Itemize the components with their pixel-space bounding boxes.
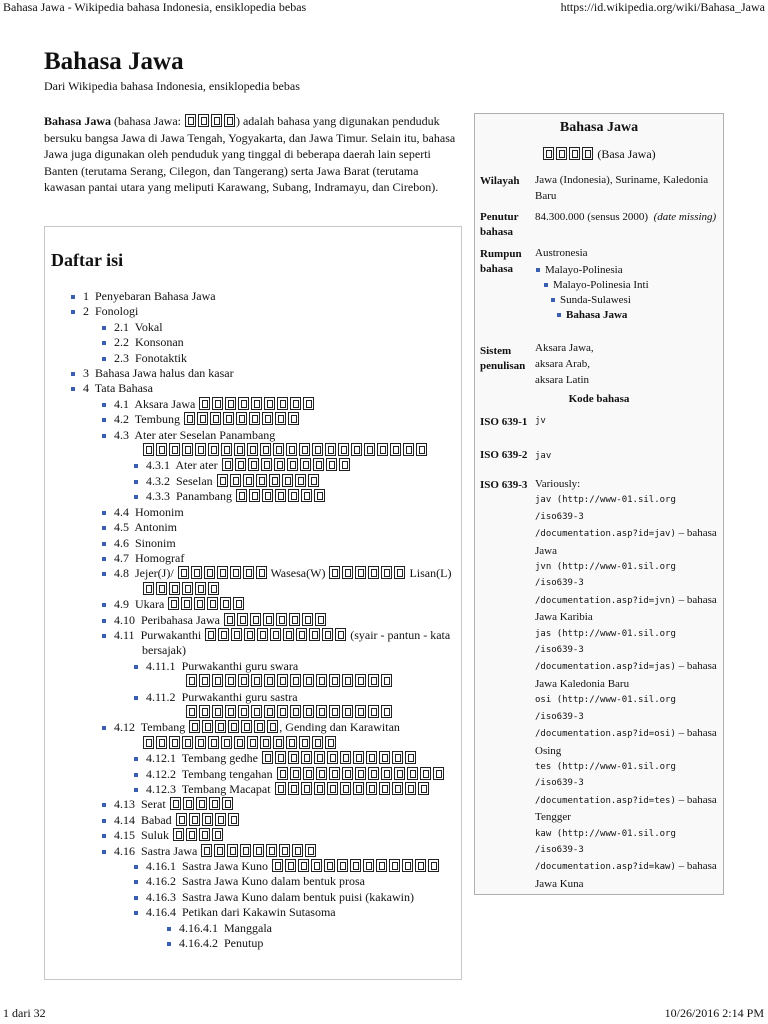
toc-number: 4.6 <box>114 535 129 550</box>
print-footer-date: 10/26/2016 2:14 PM <box>664 1006 764 1020</box>
infobox-row-iso3 <box>480 476 720 890</box>
toc-number: 4.5 <box>114 520 129 535</box>
toc-text: Vokal <box>134 319 163 334</box>
toc-number: 4.3.3 <box>146 489 170 504</box>
infobox-label: Rumpun bahasa <box>480 248 522 275</box>
iso3-entry[interactable]: osi (http://www-01.sil.org /iso639-3 /documentation.asp?id=osi) – bahasa Osing <box>535 695 717 757</box>
bullet-icon <box>134 665 138 669</box>
toc-entry[interactable] <box>45 659 461 674</box>
toc-text: Tata Bahasa <box>94 381 153 396</box>
toc-number: 4.11.2 <box>146 689 176 704</box>
infobox-row-wilayah <box>480 172 720 208</box>
bullet-icon <box>102 572 106 576</box>
toc-number: 4.3 <box>114 427 129 442</box>
toc-text: Tembang tengahan <box>181 766 273 781</box>
toc-number: 4.12.1 <box>146 751 176 766</box>
family-item[interactable]: Malayo-Polinesia <box>535 263 720 278</box>
infobox-label: Penutur bahasa <box>480 211 519 238</box>
toc-entry[interactable] <box>45 351 461 366</box>
toc-text: Sinonim <box>135 535 176 550</box>
bullet-icon <box>134 788 138 792</box>
javanese-script-glyphs <box>204 628 347 642</box>
infobox-value: jv <box>535 416 546 426</box>
infobox-row-rumpun <box>480 245 720 335</box>
javanese-script-glyphs <box>142 736 337 750</box>
javanese-script-glyphs <box>169 797 234 811</box>
toc-entry[interactable] <box>45 767 461 782</box>
toc-number: 4.16.4 <box>146 905 176 920</box>
infobox-row-penutur <box>480 209 720 245</box>
javanese-script-glyphs <box>235 489 326 503</box>
toc-number: 4.12 <box>114 720 135 735</box>
bullet-icon <box>102 619 106 623</box>
bullet-icon <box>71 310 75 314</box>
toc-entry[interactable]: 4.8 Jejer(J)/ Wasesa(W) Lisan(L) <box>45 566 461 581</box>
bullet-icon <box>134 480 138 484</box>
toc-entry[interactable] <box>45 304 461 319</box>
bullet-icon <box>134 773 138 777</box>
toc-text: Penutup <box>224 936 264 951</box>
bullet-icon <box>102 341 106 345</box>
toc-entry[interactable] <box>45 844 461 859</box>
infobox-value <box>535 476 720 892</box>
toc-text: Tembung <box>134 412 180 427</box>
table-of-contents <box>44 226 462 980</box>
toc-entry[interactable] <box>45 921 461 936</box>
toc-text: Purwakanthi <box>140 627 202 642</box>
toc-list <box>45 289 461 951</box>
iso3-entry[interactable]: kaw (http://www-01.sil.org /iso639-3 /documentation.asp?id=kaw) – bahasa Jawa Kuna <box>535 828 717 890</box>
toc-entry[interactable] <box>45 381 461 396</box>
toc-entry[interactable] <box>45 428 461 443</box>
toc-number: 4 <box>83 381 89 396</box>
bullet-icon <box>134 896 138 900</box>
infobox-label: ISO 639-1 <box>480 416 528 428</box>
toc-entry[interactable]: 4.12 Tembang , Gending dan Karawitan <box>45 720 461 735</box>
infobox-label: Wilayah <box>480 175 520 187</box>
toc-number: 4.10 <box>114 612 135 627</box>
toc-text: Aksara Jawa <box>134 396 196 411</box>
toc-number: 4.16.4.2 <box>179 936 218 951</box>
toc-number: 3 <box>83 366 89 381</box>
javanese-script-glyphs <box>198 397 315 411</box>
toc-text: Tembang <box>140 720 186 735</box>
toc-number: 2 <box>83 304 89 319</box>
bullet-icon <box>134 865 138 869</box>
print-header-url[interactable]: https://id.wikipedia.org/wiki/Bahasa_Jawa <box>560 0 765 14</box>
intro-bold-term: Bahasa Jawa <box>44 114 112 128</box>
toc-text: Tembang gedhe <box>181 751 258 766</box>
toc-entry[interactable] <box>45 613 461 628</box>
family-item[interactable]: Sunda-Sulawesi <box>535 293 720 308</box>
toc-number: 2.3 <box>114 350 129 365</box>
toc-text: Babad <box>141 812 172 827</box>
javanese-script-glyphs <box>142 582 220 596</box>
bullet-icon <box>102 834 106 838</box>
infobox-section-kode: Kode bahasa <box>568 393 630 405</box>
toc-entry-continuation <box>45 582 461 597</box>
bullet-icon <box>102 803 106 807</box>
infobox-label: ISO 639-2 <box>480 449 528 461</box>
print-footer-page: 1 dari 32 <box>3 1006 46 1020</box>
toc-number: 4.16.4.1 <box>179 920 218 935</box>
infobox-value <box>535 245 720 323</box>
bullet-icon <box>102 526 106 530</box>
toc-entry[interactable] <box>45 474 461 489</box>
family-item: Bahasa Jawa <box>535 308 720 323</box>
bullet-icon <box>134 464 138 468</box>
bullet-icon <box>71 295 75 299</box>
intro-pre: (bahasa Jawa: <box>111 114 184 128</box>
toc-entry[interactable] <box>45 320 461 335</box>
toc-number: 4.9 <box>114 597 129 612</box>
toc-text: Penyebaran Bahasa Jawa <box>95 289 216 303</box>
bullet-icon <box>134 696 138 700</box>
toc-number: 4.14 <box>114 812 135 827</box>
toc-entry-continuation <box>45 443 461 458</box>
infobox-row-iso2 <box>480 446 720 480</box>
family-item[interactable]: Malayo-Polinesia Inti <box>535 278 720 293</box>
toc-text: Sastra Jawa Kuno dalam bentuk prosa <box>182 874 365 889</box>
bullet-icon <box>102 819 106 823</box>
toc-number: 4.16 <box>114 843 135 858</box>
toc-number: 2.1 <box>114 319 129 334</box>
infobox-row-sistem <box>480 340 720 390</box>
toc-number: 4.2 <box>114 412 129 427</box>
toc-text: Sastra Jawa Kuno <box>182 859 268 874</box>
toc-text: Serat <box>141 797 166 812</box>
page-subtitle: Dari Wikipedia bahasa Indonesia, ensiklopedia bebas <box>44 79 300 93</box>
toc-entry[interactable] <box>45 397 461 412</box>
javanese-script-glyphs <box>542 147 594 161</box>
toc-number: 4.16.1 <box>146 859 176 874</box>
toc-text: Sastra Jawa <box>141 843 198 858</box>
toc-title: Daftar isi <box>51 250 124 270</box>
page-title: Bahasa Jawa <box>44 48 184 75</box>
toc-text: Purwakanthi guru swara <box>181 658 299 673</box>
toc-entry[interactable] <box>45 489 461 504</box>
bullet-icon <box>102 326 106 330</box>
iso3-entry[interactable]: jav (http://www-01.sil.org /iso639-3 /documentation.asp?id=jav) – bahasa Jawa <box>535 495 717 557</box>
javanese-script-glyphs <box>175 813 240 827</box>
infobox-label: ISO 639-3 <box>480 479 528 491</box>
toc-entry[interactable] <box>45 782 461 797</box>
bullet-icon <box>102 603 106 607</box>
bullet-icon <box>134 911 138 915</box>
toc-text: Suluk <box>141 828 170 843</box>
javanese-script-glyphs <box>167 597 245 611</box>
javanese-script-glyphs <box>274 782 430 796</box>
toc-number: 2.2 <box>114 335 129 350</box>
infobox-value: jav <box>535 451 552 461</box>
infobox-value: 84.300.000 (sensus 2000) (date missing) <box>535 211 717 223</box>
bullet-icon <box>134 757 138 761</box>
toc-entry[interactable] <box>45 936 461 951</box>
toc-entry[interactable] <box>45 690 461 705</box>
bullet-icon <box>102 726 106 730</box>
bullet-icon <box>167 942 171 946</box>
toc-number: 4.3.2 <box>146 473 170 488</box>
toc-entry[interactable] <box>45 797 461 812</box>
toc-entry[interactable] <box>45 366 461 381</box>
bullet-icon <box>102 434 106 438</box>
print-header-title: Bahasa Jawa - Wikipedia bahasa Indonesia, ensiklopedia bebas <box>3 0 307 14</box>
toc-entry[interactable] <box>45 890 461 905</box>
toc-entry[interactable] <box>45 813 461 828</box>
intro-body: ) adalah bahasa yang digunakan penduduk bersuku bangsa Jawa di Jawa Tengah, Yogyakarta, dan Jawa Timur. Selain itu, bahasa Jawa juga digunakan oleh penduduk yang tinggal di beberapa daerah lain seperti Banten (terutama Serang, Cilegon, dan Tangerang) serta Jawa Barat (terutama kawasan pantai utara yang meliputi Karawang, Subang, Indramayu, dan Cirebon). <box>44 114 456 194</box>
toc-text: Fonotaktik <box>135 350 188 365</box>
toc-entry[interactable] <box>45 828 461 843</box>
javanese-script-glyphs <box>276 767 445 781</box>
toc-entry[interactable] <box>45 551 461 566</box>
javanese-script-glyphs <box>188 720 279 734</box>
javanese-script-glyphs <box>261 751 417 765</box>
toc-text: Jejer(J)/ <box>135 566 174 581</box>
toc-entry[interactable] <box>45 289 461 304</box>
javanese-script-glyphs <box>328 566 406 580</box>
toc-number: 4.11 <box>114 627 135 642</box>
rumpun-top[interactable]: Austronesia <box>535 247 588 259</box>
javanese-script-glyphs <box>184 114 236 128</box>
javanese-script-glyphs <box>177 566 268 580</box>
javanese-script-glyphs <box>172 828 224 842</box>
toc-entry[interactable] <box>45 412 461 427</box>
bullet-icon <box>102 557 106 561</box>
iso3-entry[interactable]: tes (http://www-01.sil.org /iso639-3 /documentation.asp?id=tes) – bahasa Tengger <box>535 761 717 824</box>
bullet-icon <box>102 850 106 854</box>
toc-entry[interactable] <box>45 751 461 766</box>
script-item[interactable]: Aksara Jawa, <box>535 342 594 354</box>
iso3-intro: Variously: <box>535 478 581 490</box>
bullet-icon <box>102 418 106 422</box>
toc-number: 4.13 <box>114 797 135 812</box>
toc-text: Manggala <box>224 920 272 935</box>
bullet-icon <box>102 542 106 546</box>
bullet-icon <box>134 880 138 884</box>
javanese-script-glyphs <box>185 705 393 719</box>
toc-text: Peribahasa Jawa <box>141 612 220 627</box>
toc-entry[interactable] <box>45 458 461 473</box>
javanese-script-glyphs <box>216 474 320 488</box>
intro-paragraph <box>44 113 459 196</box>
toc-entry-continuation: bersajak) <box>142 643 186 658</box>
bullet-icon <box>134 495 138 499</box>
toc-number: 4.3.1 <box>146 458 170 473</box>
infobox-native-name: (Basa Jawa) <box>475 147 723 162</box>
toc-text: Seselan <box>176 473 213 488</box>
toc-entry[interactable] <box>45 859 461 874</box>
bullet-icon <box>102 511 106 515</box>
infobox-value[interactable]: Jawa (Indonesia), Suriname, Kaledonia Baru <box>535 174 709 202</box>
toc-text: Ater ater <box>175 458 218 473</box>
toc-number: 1 <box>83 289 89 303</box>
toc-number: 4.16.2 <box>146 874 176 889</box>
bullet-icon <box>102 357 106 361</box>
date-missing-note[interactable]: (date missing) <box>653 211 717 223</box>
toc-entry[interactable] <box>45 597 461 612</box>
toc-number: 4.1 <box>114 396 129 411</box>
toc-entry[interactable] <box>45 536 461 551</box>
toc-text: Purwakanthi guru sastra <box>181 689 298 704</box>
javanese-script-glyphs <box>183 412 300 426</box>
toc-text: Ater ater Seselan Panambang <box>134 427 276 442</box>
toc-text: Petikan dari Kakawin Sutasoma <box>182 905 336 920</box>
toc-text: Fonologi <box>95 304 139 319</box>
toc-entry[interactable] <box>45 335 461 350</box>
script-item[interactable]: aksara Arab, <box>535 358 590 370</box>
infobox <box>474 113 724 895</box>
javanese-script-glyphs <box>271 859 440 873</box>
javanese-script-glyphs <box>185 674 393 688</box>
iso3-entry[interactable]: jvn (http://www-01.sil.org /iso639-3 /documentation.asp?id=jvn) – bahasa Jawa Karibia <box>535 562 717 624</box>
toc-number: 4.12.2 <box>146 766 176 781</box>
bullet-icon <box>102 634 106 638</box>
bullet-icon <box>71 372 75 376</box>
toc-number: 4.12.3 <box>146 782 176 796</box>
bullet-icon <box>102 403 106 407</box>
javanese-script-glyphs <box>223 613 327 627</box>
javanese-script-glyphs <box>200 844 317 858</box>
toc-entry[interactable]: 4.11 Purwakanthi (syair - pantun - kata <box>45 628 461 643</box>
javanese-script-glyphs <box>142 443 428 457</box>
infobox-label: Sistem penulisan <box>480 345 526 372</box>
toc-entry[interactable] <box>45 505 461 520</box>
toc-number: 4.7 <box>114 550 129 565</box>
toc-number: 4.11.1 <box>146 658 176 673</box>
iso3-entry[interactable]: jas (http://www-01.sil.org /iso639-3 /documentation.asp?id=jas) – bahasa Jawa Kaledonia Baru <box>535 628 717 690</box>
toc-text: Bahasa Jawa halus dan kasar <box>95 366 234 381</box>
toc-text: Ukara <box>135 597 165 612</box>
language-family-tree <box>535 263 720 323</box>
toc-number: 4.16.3 <box>146 889 176 904</box>
infobox-row-iso1 <box>480 413 720 447</box>
toc-entry-continuation <box>45 674 461 689</box>
toc-text: Antonim <box>134 520 178 535</box>
toc-number: 4.4 <box>114 504 129 519</box>
infobox-title: Bahasa Jawa <box>559 120 639 135</box>
infobox-value <box>535 340 720 388</box>
toc-text: Konsonan <box>135 335 184 350</box>
bullet-icon <box>71 387 75 391</box>
toc-text: Panambang <box>176 489 232 504</box>
toc-entry[interactable] <box>45 874 461 889</box>
toc-text: Homonim <box>135 504 184 519</box>
javanese-script-glyphs <box>221 458 351 472</box>
toc-entry-continuation <box>45 705 461 720</box>
toc-entry[interactable] <box>45 520 461 535</box>
toc-entry[interactable] <box>45 905 461 920</box>
toc-number: 4.8 <box>114 566 129 581</box>
toc-text: Homograf <box>135 550 185 565</box>
toc-entry-continuation <box>45 736 461 751</box>
script-item[interactable]: aksara Latin <box>535 374 590 386</box>
toc-text: Sastra Jawa Kuno dalam bentuk puisi (kakawin) <box>182 889 414 904</box>
bullet-icon <box>167 927 171 931</box>
toc-number: 4.15 <box>114 828 135 843</box>
toc-text: Tembang Macapat <box>181 782 271 796</box>
